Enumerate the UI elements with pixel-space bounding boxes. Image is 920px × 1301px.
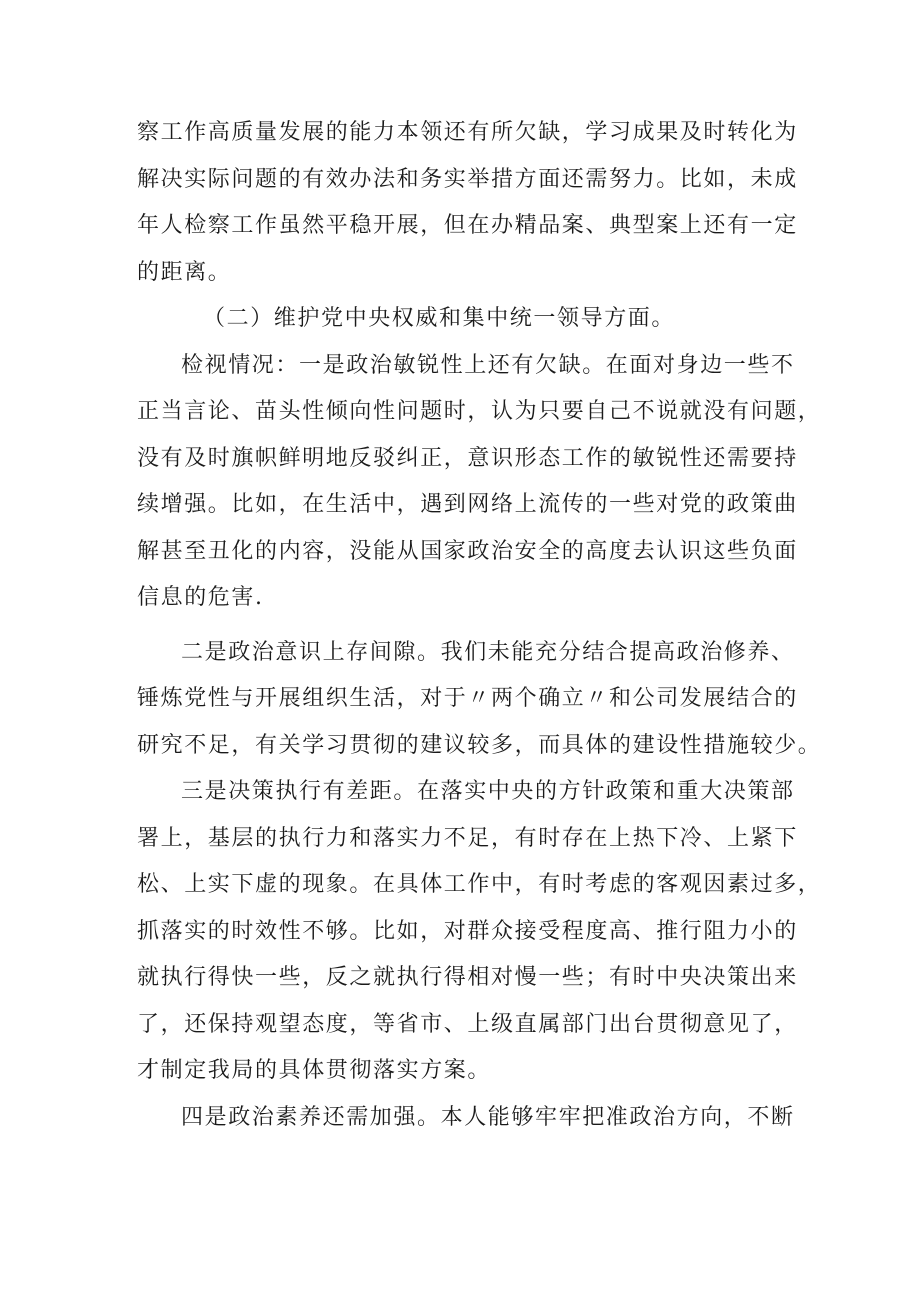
text-line: 才制定我局的具体贯彻落实方案。	[137, 1058, 492, 1083]
text-line: 续增强。比如，在生活中，遇到网络上流传的一些对党的政策曲	[137, 492, 798, 517]
text-line: 研究不足，有关学习贯彻的建议较多，而具体的建设性措施较少。	[137, 732, 822, 758]
document-body	[137, 110, 822, 1141]
text-line: 信息的危害.	[137, 585, 264, 610]
paragraph-2	[137, 343, 822, 622]
text-line: 就执行得快一些，反之就执行得相对慢一些；有时中央决策出来	[137, 965, 798, 990]
text-line: 四是政治素养还需加强。本人能够牢牢把准政治方向，不断	[181, 1104, 795, 1130]
section-heading	[137, 296, 797, 343]
text-line: 锤炼党性与开展组织生活，对于〃两个确立〃和公司发展结合的	[137, 686, 798, 711]
paragraph-gap	[137, 622, 797, 630]
text-line: 署上，基层的执行力和落实力不足，有时存在上热下冷、上紧下	[137, 825, 798, 851]
text-line: 解决实际问题的有效办法和务实举措方面还需努力。比如，未成	[137, 166, 798, 192]
text-line: 抓落实的时效性不够。比如，对群众接受程度高、推行阻力小的	[137, 918, 798, 944]
text-line: 三是决策执行有差距。在落实中央的方针政策和重大决策部	[181, 779, 795, 804]
text-line: 二是政治意识上存间隙。我们未能充分结合提高政治修养、	[181, 639, 795, 665]
text-line: 松、上实下虚的现象。在具体工作中，有时考虑的客观因素过多，	[137, 872, 822, 897]
paragraph-5	[137, 1095, 797, 1142]
paragraph-4	[137, 769, 822, 1095]
text-line: 了，还保持观望态度，等省市、上级直属部门出台贯彻意见了，	[137, 1011, 798, 1037]
section-heading-text: （二）维护党中央权威和集中统一领导方面。	[203, 306, 676, 331]
text-line: 检视情况：一是政治敏锐性上还有欠缺。在面对身边一些不	[181, 352, 795, 378]
text-line: 的距离。	[137, 259, 232, 285]
text-line: 察工作高质量发展的能力本领还有所欠缺，学习成果及时转化为	[137, 120, 798, 145]
text-line: 年人检察工作虽然平稳开展，但在办精品案、典型案上还有一定	[137, 213, 798, 238]
text-line: 没有及时旗帜鲜明地反驳纠正，意识形态工作的敏锐性还需要持	[137, 445, 798, 471]
text-line: 正当言论、苗头性倾向性问题时，认为只要自己不说就没有问题，	[137, 399, 822, 424]
paragraph-1	[137, 110, 797, 296]
paragraph-3	[137, 630, 822, 770]
text-line: 解甚至丑化的内容，没能从国家政治安全的高度去认识这些负面	[137, 538, 798, 564]
